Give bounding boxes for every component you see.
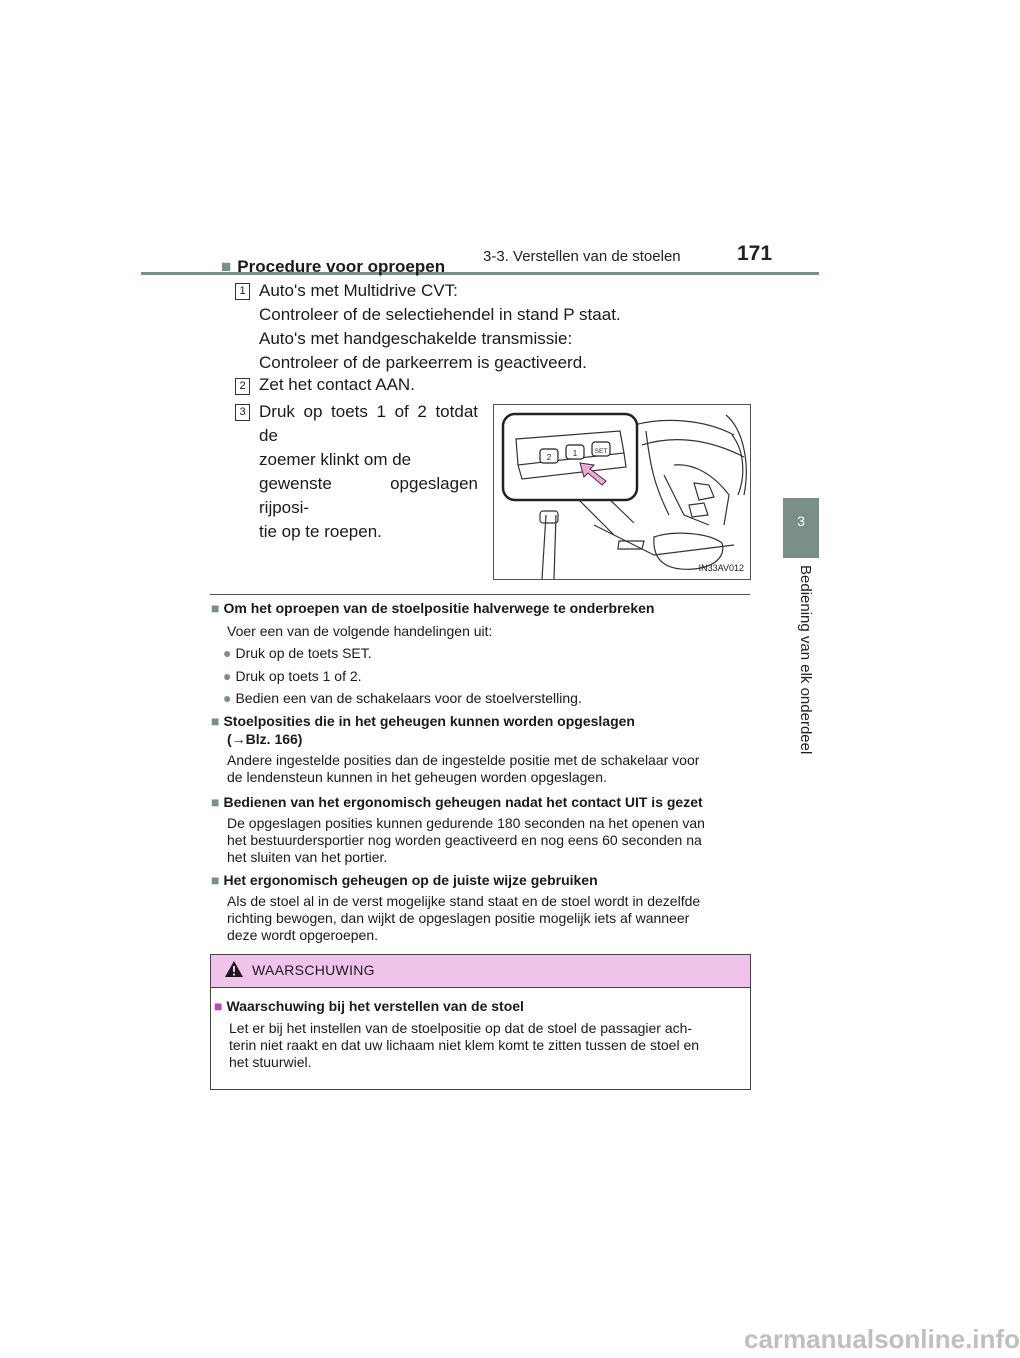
memory-button-2: 2 bbox=[546, 453, 552, 462]
memory-button-set: SET bbox=[594, 448, 608, 455]
chapter-tab-label: Bediening van elk onderdeel bbox=[797, 565, 814, 755]
warning-label: WAARSCHUWING bbox=[252, 962, 375, 978]
warning-body: Let er bij het instellen van de stoelpositie op dat de stoel de passagier ach- terin niet raakt en dat uw lichaam niet klem komt te zitten tussen de stoel en het stuurwiel. bbox=[229, 1020, 700, 1070]
square-bullet-icon: ■ bbox=[211, 713, 220, 729]
note-4-title: ■ Het ergonomisch geheugen op de juiste wijze gebruiken bbox=[211, 872, 598, 888]
note-2-title: ■ Stoelposities die in het geheugen kunnen worden opgeslagen bbox=[211, 713, 635, 729]
driver-door-drawing bbox=[494, 405, 750, 579]
note-1-bullet-2: ● Druk op toets 1 of 2. bbox=[223, 668, 362, 684]
figure-code: IN33AV012 bbox=[698, 563, 744, 573]
page-number: 171 bbox=[737, 242, 773, 265]
section-divider bbox=[210, 594, 750, 595]
memory-button-1: 1 bbox=[572, 449, 578, 458]
circle-bullet-icon: ● bbox=[223, 645, 232, 661]
note-2-title-ref: (→Blz. 166) bbox=[227, 731, 303, 747]
circle-bullet-icon: ● bbox=[223, 690, 232, 706]
circle-bullet-icon: ● bbox=[223, 668, 232, 684]
step-2-text: Zet het contact AAN. bbox=[259, 375, 415, 394]
note-1-bullet-1: ● Druk op de toets SET. bbox=[223, 645, 372, 661]
note-1-body: Voer een van de volgende handelingen uit: bbox=[227, 623, 493, 639]
note-4-body: Als de stoel al in de verst mogelijke stand staat en de stoel wordt in dezelfde richting bewogen, dan wijkt de opgeslagen positie mogelijk iets af wanneer deze wordt opgeroepen. bbox=[227, 893, 701, 943]
square-bullet-icon: ■ bbox=[211, 872, 220, 888]
note-1-bullet-3: ● Bedien een van de schakelaars voor de stoelverstelling. bbox=[223, 690, 582, 706]
square-bullet-icon: ■ bbox=[211, 794, 220, 810]
note-3-body: De opgeslagen posities kunnen gedurende 180 seconden na het openen van het bestuurdersportier nog worden geactiveerd en nog eens 60 seconden na het sluiten van het portier. bbox=[227, 815, 705, 865]
warning-title: ■ Waarschuwing bij het verstellen van de stoel bbox=[214, 998, 524, 1014]
square-bullet-icon: ■ bbox=[211, 600, 220, 616]
chapter-tab-number: 3 bbox=[797, 513, 805, 529]
memory-switch-illustration bbox=[493, 404, 751, 580]
watermark: carmanualsonline.info bbox=[744, 1324, 1020, 1354]
step-number-3: 3 bbox=[235, 404, 250, 421]
note-1-title: ■ Om het oproepen van de stoelpositie halverwege te onderbreken bbox=[211, 600, 655, 616]
step-3-text: Druk op toets 1 of 2 totdat de zoemer klinkt om de gewenste opgeslagen rijposi- tie op te roepen. bbox=[259, 402, 478, 541]
section-title: 3-3. Verstellen van de stoelen bbox=[483, 248, 681, 265]
step-number-2: 2 bbox=[235, 378, 250, 395]
note-3-title: ■ Bedienen van het ergonomisch geheugen nadat het contact UIT is gezet bbox=[211, 794, 703, 810]
step-number-1: 1 bbox=[235, 283, 250, 300]
procedure-title: ■ Procedure voor oproepen bbox=[221, 257, 446, 276]
square-bullet-icon: ■ bbox=[221, 257, 232, 276]
square-bullet-icon: ■ bbox=[214, 998, 223, 1014]
step-1-text: Auto's met Multidrive CVT: Controleer of de selectiehendel in stand P staat. Auto's met handgeschakelde transmissie: Controleer of de parkeerrem is geactiveerd. bbox=[259, 281, 621, 372]
warning-triangle-icon bbox=[224, 960, 244, 978]
note-2-body: Andere ingestelde posities dan de ingestelde positie met de schakelaar voor de lendensteun kunnen in het geheugen worden opgeslagen. bbox=[227, 752, 700, 785]
